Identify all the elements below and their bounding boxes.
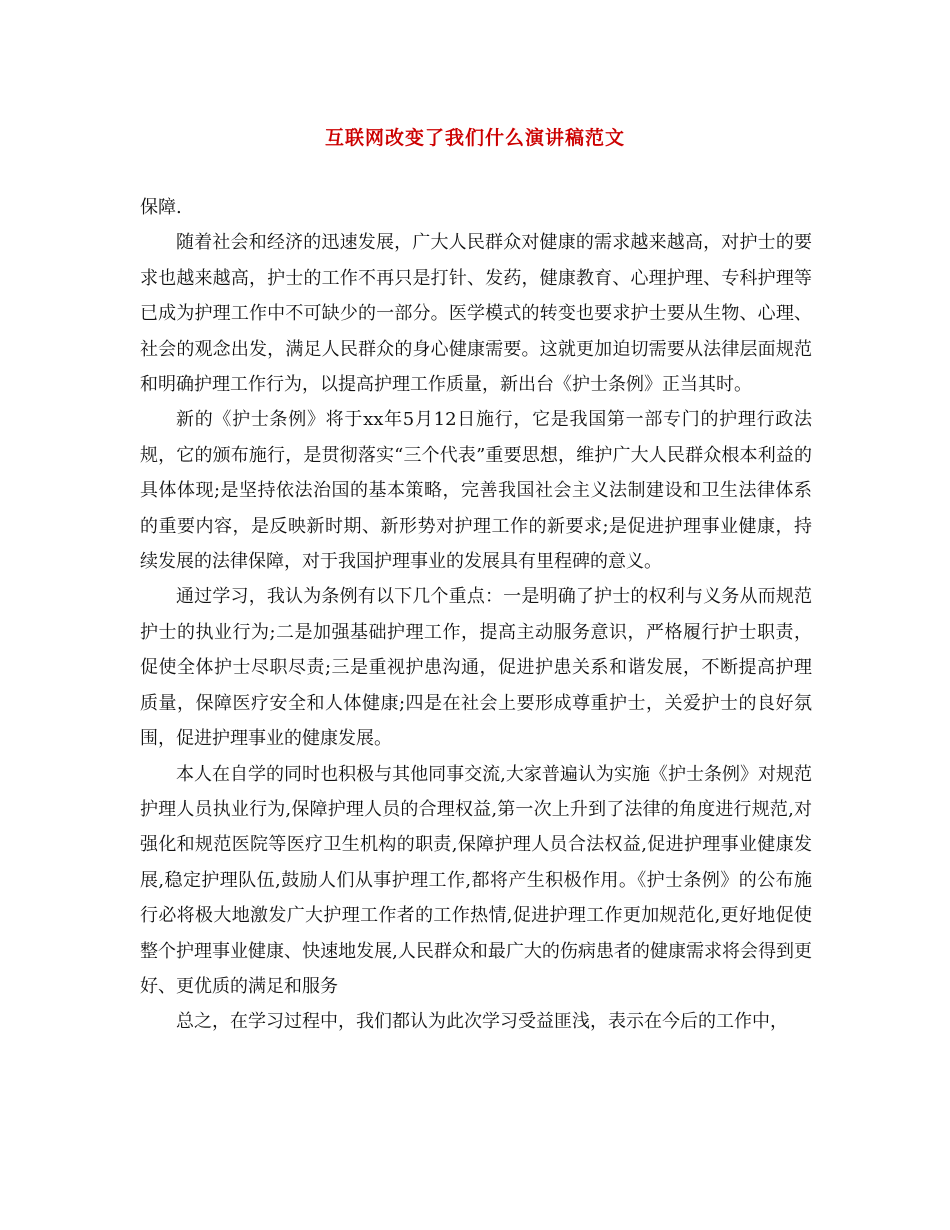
document-body <box>140 190 812 1040</box>
document-title: 互联网改变了我们什么演讲稿范文 <box>324 127 625 149</box>
paragraph: 本人在自学的同时也积极与其他同事交流,大家普遍认为实施《护士条例》对规范护理人员执业行为,保障护理人员的合理权益,第一次上升到了法律的角度进行规范,对强化和规范医院等医疗卫生机构的职责,保障护理人员合法权益,促进护理事业健康发展,稳定护理队伍,鼓励人们从事护理工作,都将产生积极作用。《护士条例》的公布施行必将极大地激发广大护理工作者的工作热情,促进护理工作更加规范化,更好地促使整个护理事业健康、快速地发展,人民群众和最广大的伤病患者的健康需求将会得到更好、更优质的满足和服务 <box>140 763 812 997</box>
paragraph: 随着社会和经济的迅速发展，广大人民群众对健康的需求越来越高，对护士的要求也越来越高，护士的工作不再只是打针、发药，健康教育、心理护理、专科护理等已成为护理工作中不可缺少的一部分。医学模式的转变也要求护士要从生物、心理、社会的观念出发，满足人民群众的身心健康需要。这就更加迫切需要从法律层面规范和明确护理工作行为，以提高护理工作质量，新出台《护士条例》正当其时。 <box>140 232 812 396</box>
paragraph: 通过学习，我认为条例有以下几个重点：一是明确了护士的权利与义务从而规范护士的执业行为;二是加强基础护理工作，提高主动服务意识，严格履行护士职责，促使全体护士尽职尽责;三是重视护患沟通，促进护患关系和谐发展，不断提高护理质量，保障医疗安全和人体健康;四是在社会上要形成尊重护士，关爱护士的良好氛围，促进护理事业的健康发展。 <box>140 586 812 750</box>
paragraph: 总之，在学习过程中，我们都认为此次学习受益匪浅，表示在今后的工作中， <box>176 1011 788 1033</box>
paragraph: 保障. <box>140 197 182 218</box>
paragraph: 新的《护士条例》将于xx年5月12日施行，它是我国第一部专门的护理行政法规，它的颁布施行，是贯彻落实“三个代表”重要思想，维护广大人民群众根本利益的具体体现;是坚持依法治国的基本策略，完善我国社会主义法制建设和卫生法律体系的重要内容，是反映新时期、新形势对护理工作的新要求;是促进护理事业健康，持续发展的法律保障，对于我国护理事业的发展具有里程碑的意义。 <box>140 409 812 573</box>
